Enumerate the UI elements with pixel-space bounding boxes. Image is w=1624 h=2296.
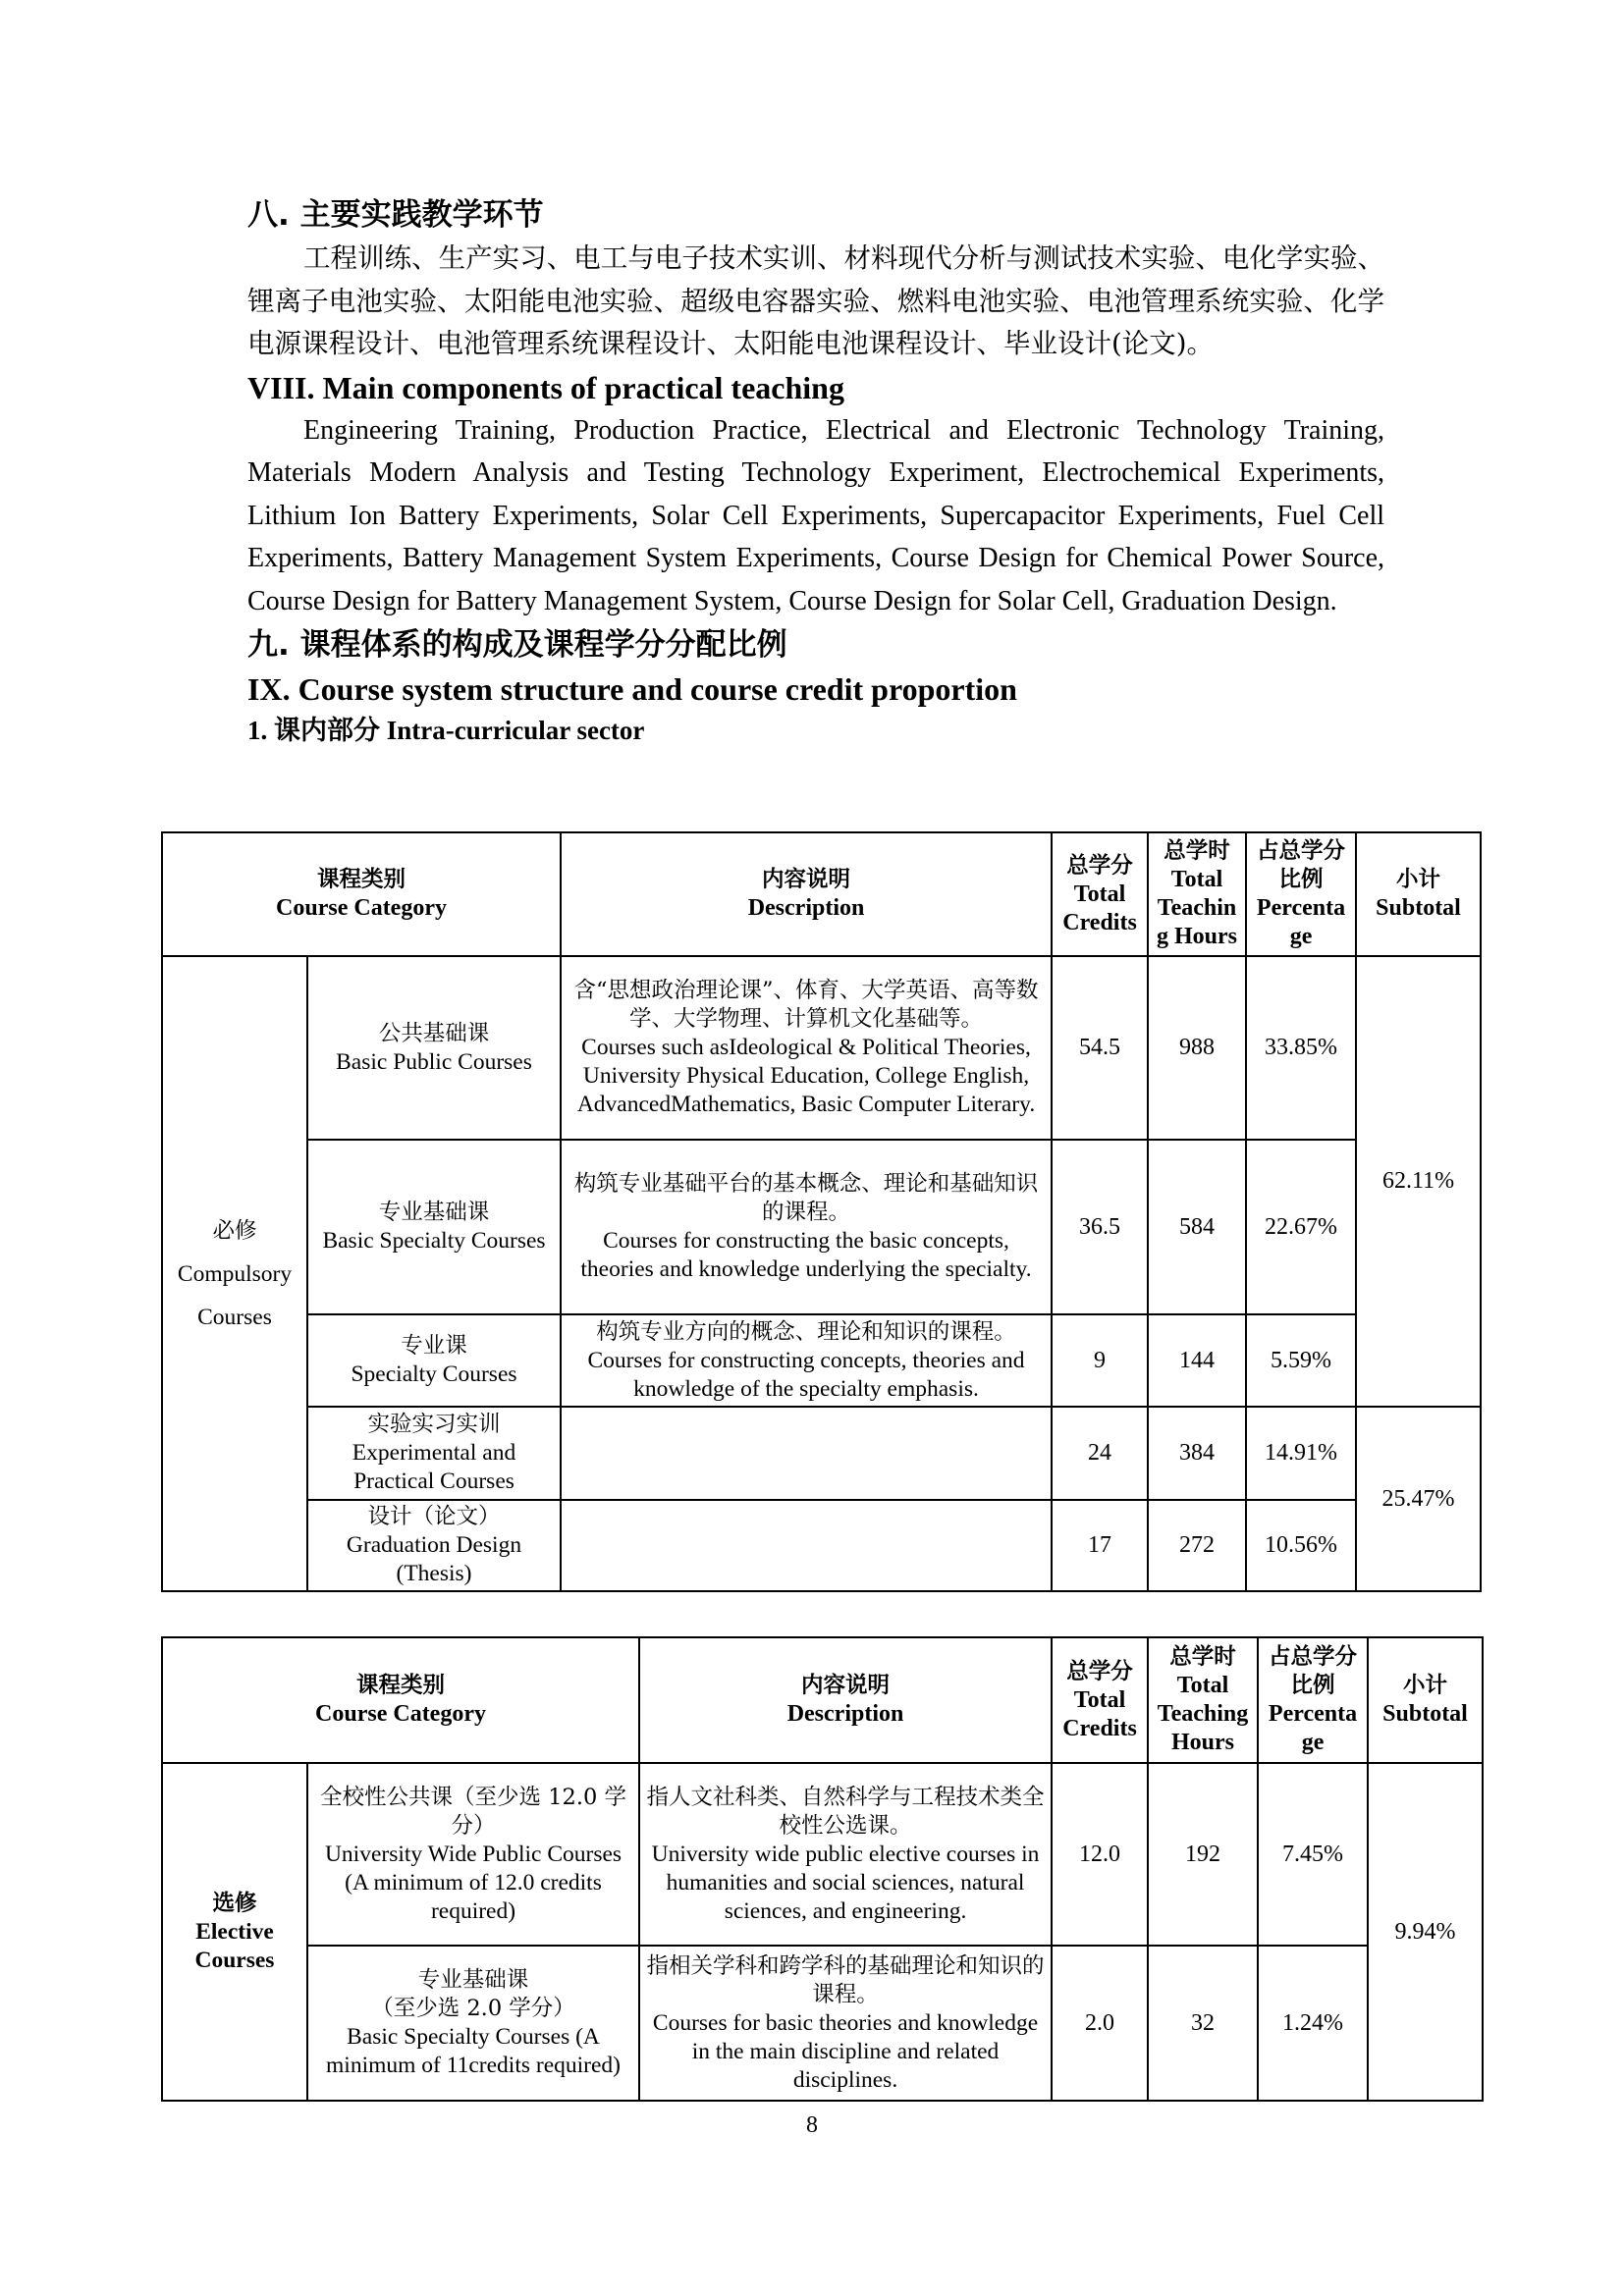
subtotal-practical: 25.47%: [1356, 1407, 1481, 1591]
header-credits: 总学分 Total Credits: [1052, 1637, 1148, 1763]
row-hours: 384: [1148, 1407, 1246, 1499]
section9-title-cn: 九. 课程体系的构成及课程学分分配比例: [247, 627, 787, 664]
table-row: [162, 1407, 1481, 1499]
header-category: 课程类别 Course Category: [162, 832, 561, 956]
table-row: [162, 1314, 1481, 1407]
row-name: 全校性公共课（至少选 12.0 学分） University Wide Public Courses (A minimum of 12.0 credits required): [307, 1763, 639, 1946]
group-compulsory: 必修 Compulsory Courses: [162, 956, 307, 1591]
row-hours: 584: [1148, 1140, 1246, 1314]
row-hours: 32: [1148, 1946, 1258, 2101]
table-row: [162, 1500, 1481, 1591]
header-description: 内容说明 Description: [639, 1637, 1052, 1763]
header-hours: 总学时 Total Teaching Hours: [1148, 1637, 1258, 1763]
row-description: [561, 1407, 1052, 1499]
row-name: 公共基础课 Basic Public Courses: [307, 956, 561, 1139]
table-row: [162, 1946, 1483, 2101]
table-header-row: [162, 832, 1481, 956]
page-body: [247, 192, 1384, 750]
row-percentage: 5.59%: [1246, 1314, 1356, 1407]
row-description: 构筑专业基础平台的基本概念、理论和基础知识的课程。 Courses for constructing the basic concepts, theories and knowledge underlying the specialty.: [561, 1140, 1052, 1314]
row-credits: 36.5: [1052, 1140, 1148, 1314]
elective-course-table: [161, 1636, 1484, 2102]
header-subtotal: 小计 Subtotal: [1368, 1637, 1483, 1763]
row-percentage: 33.85%: [1246, 956, 1356, 1139]
row-credits: 12.0: [1052, 1763, 1148, 1946]
row-description: 含“思想政治理论课”、体育、大学英语、高等数学、大学物理、计算机文化基础等。 Courses such asIdeological & Political Theories, University Physical Education, College English, AdvancedMathematics, Basic Computer Literary.: [561, 956, 1052, 1139]
row-hours: 144: [1148, 1314, 1246, 1407]
row-hours: 272: [1148, 1500, 1246, 1591]
row-description: 构筑专业方向的概念、理论和知识的课程。 Courses for constructing concepts, theories and knowledge of the specialty emphasis.: [561, 1314, 1052, 1407]
section8-title-en: VIII. Main components of practical teaching: [247, 369, 844, 405]
section8-title-cn: 八. 主要实践教学环节: [247, 197, 544, 233]
row-description: 指相关学科和跨学科的基础理论和知识的课程。 Courses for basic theories and knowledge in the main discipline and related disciplines.: [639, 1946, 1052, 2101]
row-credits: 17: [1052, 1500, 1148, 1591]
row-percentage: 1.24%: [1258, 1946, 1368, 2101]
row-description: [561, 1500, 1052, 1591]
row-name: 专业基础课 Basic Specialty Courses: [307, 1140, 561, 1314]
compulsory-course-table: [161, 831, 1482, 1592]
section9-sub1: 1. 课内部分 Intra-curricular sector: [247, 716, 645, 746]
row-name: 专业课 Specialty Courses: [307, 1314, 561, 1407]
row-name: 设计（论文） Graduation Design (Thesis): [307, 1500, 561, 1591]
table-row: [162, 1140, 1481, 1314]
row-percentage: 10.56%: [1246, 1500, 1356, 1591]
table-header-row: [162, 1637, 1483, 1763]
row-description: 指人文社科类、自然科学与工程技术类全校性公选课。 University wide public elective courses in humanities and social sciences, natural sciences, and engineering.: [639, 1763, 1052, 1946]
header-description: 内容说明 Description: [561, 832, 1052, 956]
section9-title-en: IX. Course system structure and course credit proportion: [247, 671, 1017, 708]
row-name: 专业基础课 （至少选 2.0 学分） Basic Specialty Courses (A minimum of 11credits required): [307, 1946, 639, 2101]
row-hours: 192: [1148, 1763, 1258, 1946]
page-number: 8: [806, 2112, 818, 2138]
row-credits: 54.5: [1052, 956, 1148, 1139]
table-row: [162, 956, 1481, 1139]
row-hours: 988: [1148, 956, 1246, 1139]
header-percentage: 占总学分比例 Percenta ge: [1246, 832, 1356, 956]
section8-body-en: Engineering Training, Production Practice, Electrical and Electronic Technology Training, Materials Modern Analysis and Testing Technology Experiment, Electrochemical Experiments, Lithium Ion Battery Experiments, Solar Cell Experiments, Supercapacitor Experiments, Fuel Cell Experiments, Battery Management System Experiments, Course Design for Chemical Power Source, Course Design for Battery Management System, Course Design for Solar Cell, Graduation Design.: [247, 414, 1384, 616]
row-name: 实验实习实训 Experimental and Practical Courses: [307, 1407, 561, 1499]
row-credits: 2.0: [1052, 1946, 1148, 2101]
row-credits: 9: [1052, 1314, 1148, 1407]
table-row: [162, 1763, 1483, 1946]
row-credits: 24: [1052, 1407, 1148, 1499]
row-percentage: 22.67%: [1246, 1140, 1356, 1314]
section8-body-cn: 工程训练、生产实习、电工与电子技术实训、材料现代分析与测试技术实验、电化学实验、锂离子电池实验、太阳能电池实验、超级电容器实验、燃料电池实验、电池管理系统实验、化学电源课程设计、电池管理系统课程设计、太阳能电池课程设计、毕业设计(论文)。: [247, 242, 1384, 359]
row-percentage: 7.45%: [1258, 1763, 1368, 1946]
header-percentage: 占总学分比例 Percenta ge: [1258, 1637, 1368, 1763]
header-hours: 总学时 Total Teachin g Hours: [1148, 832, 1246, 956]
header-subtotal: 小计 Subtotal: [1356, 832, 1481, 956]
group-elective: 选修 Elective Courses: [162, 1763, 307, 2101]
subtotal-compulsory: 62.11%: [1356, 956, 1481, 1407]
header-credits: 总学分 Total Credits: [1052, 832, 1148, 956]
subtotal-elective: 9.94%: [1368, 1763, 1483, 2101]
row-percentage: 14.91%: [1246, 1407, 1356, 1499]
header-category: 课程类别 Course Category: [162, 1637, 639, 1763]
